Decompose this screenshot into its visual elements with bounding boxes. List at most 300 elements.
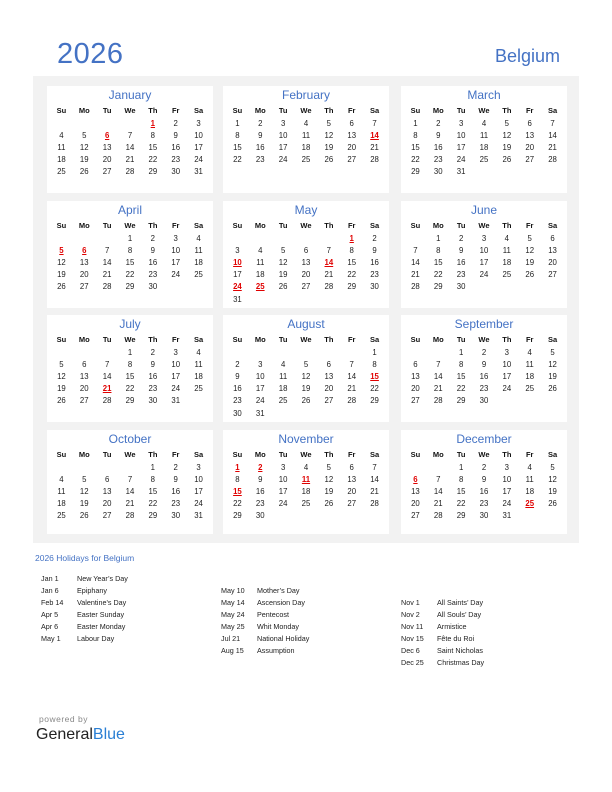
day-cell: 14 (433, 371, 443, 381)
weekday-label: Th (324, 220, 334, 230)
week-row (401, 461, 567, 473)
week-row (47, 395, 213, 407)
day-cell: 14 (370, 474, 379, 484)
day-cell: 26 (57, 396, 66, 406)
day-cell: 2 (458, 233, 464, 243)
day-cell: 31 (171, 396, 181, 406)
weekday-label: We (478, 220, 490, 230)
day-cell: 31 (233, 294, 242, 304)
holiday-date: Nov 15 (401, 634, 424, 643)
day-cell: 17 (255, 384, 265, 394)
week-row (223, 473, 389, 485)
month-june (401, 201, 567, 308)
weekday-label: Su (410, 334, 421, 344)
day-cell: 6 (413, 359, 418, 369)
day-cell: 15 (411, 142, 420, 152)
day-cell: 16 (370, 257, 379, 267)
holiday-item (221, 586, 309, 598)
day-cell: 25 (301, 499, 311, 509)
month-september (401, 315, 567, 422)
day-cell: 8 (235, 130, 240, 140)
holiday-date: Apr 6 (41, 622, 59, 631)
day-cell: 18 (525, 486, 535, 496)
day-cell: 7 (436, 359, 441, 369)
weekday-label: Fr (525, 105, 534, 115)
day-cell: 10 (502, 474, 512, 484)
day-cell: 21 (324, 270, 334, 280)
holiday-item (41, 610, 128, 622)
week-row (47, 129, 213, 141)
day-cell: 5 (82, 130, 87, 140)
week-row (223, 154, 389, 166)
day-cell: 28 (347, 396, 357, 406)
day-cell: 15 (125, 257, 135, 267)
day-cell: 31 (456, 167, 466, 177)
day-cell: 14 (433, 486, 443, 496)
holiday-item (41, 586, 128, 598)
day-cell: 26 (57, 282, 66, 292)
day-cell: 5 (326, 462, 332, 472)
day-cell: 3 (504, 347, 510, 357)
month-name: June (470, 203, 498, 217)
week-row (401, 256, 567, 268)
weekday-label: Tu (456, 449, 466, 459)
week-row (223, 281, 389, 293)
day-cell: 3 (173, 233, 178, 243)
day-cell: 11 (525, 474, 534, 484)
day-cell: 24 (194, 155, 203, 165)
day-cell: 21 (125, 499, 135, 509)
week-row (47, 141, 213, 153)
day-cell: 1 (458, 347, 464, 357)
week-row (47, 473, 213, 485)
day-cell: 27 (79, 396, 89, 406)
week-row (223, 293, 389, 305)
month-name: April (117, 203, 142, 217)
day-cell: 19 (79, 155, 89, 165)
day-cell: 4 (280, 359, 286, 369)
day-cell: 20 (301, 270, 311, 280)
weekday-label: We (478, 105, 490, 115)
weekday-label: Fr (347, 449, 356, 459)
day-cell: 30 (479, 511, 489, 521)
weekday-label: We (124, 334, 136, 344)
weekday-label: Th (148, 334, 158, 344)
day-cell: 26 (278, 282, 288, 292)
weekday-label: Mo (254, 449, 266, 459)
country-title: Belgium (494, 46, 560, 66)
day-cell: 2 (150, 233, 156, 243)
week-row (47, 510, 213, 522)
day-cell: 21 (102, 270, 112, 280)
day-cell: 1 (235, 118, 240, 128)
weekday-label: Sa (193, 220, 204, 230)
day-cell: 3 (196, 118, 201, 128)
day-cell: 1 (372, 347, 377, 357)
weekday-label: Sa (547, 220, 558, 230)
day-cell: 4 (258, 245, 263, 255)
weekday-label: Fr (525, 334, 534, 344)
day-cell: 21 (433, 499, 443, 509)
day-cell: 28 (125, 511, 135, 521)
day-cell: 12 (548, 359, 557, 369)
day-cell: 16 (148, 257, 158, 267)
day-cell: 18 (525, 371, 535, 381)
day-cell: 31 (502, 511, 512, 521)
day-cell: 13 (102, 486, 112, 496)
week-row (223, 358, 389, 370)
holiday-name: Ascension Day (257, 598, 305, 607)
weekday-label: We (124, 105, 136, 115)
month-name: November (278, 432, 334, 446)
day-cell: 7 (127, 130, 133, 140)
day-cell: 7 (550, 118, 555, 128)
day-cell: 9 (481, 474, 487, 484)
day-cell: 10 (456, 130, 466, 140)
day-cell: 4 (196, 233, 201, 243)
day-cell: 27 (411, 396, 420, 406)
day-cell: 26 (548, 499, 557, 509)
day-cell: 3 (280, 462, 286, 472)
day-cell: 3 (280, 118, 286, 128)
holiday-day-cell: 2 (258, 462, 263, 472)
day-cell: 4 (527, 462, 532, 472)
day-cell: 22 (456, 384, 466, 394)
week-row (47, 498, 213, 510)
day-cell: 2 (173, 462, 178, 472)
holiday-name: Easter Monday (77, 622, 126, 631)
day-cell: 22 (233, 499, 242, 509)
holiday-name: Mother’s Day (257, 586, 300, 595)
day-cell: 12 (79, 142, 89, 152)
week-row (223, 129, 389, 141)
day-cell: 17 (171, 371, 181, 381)
day-cell: 19 (324, 142, 334, 152)
weekday-label: Fr (525, 449, 534, 459)
month-name: December (456, 432, 512, 446)
week-row (401, 395, 567, 407)
weekday-header (47, 332, 213, 346)
day-cell: 7 (413, 245, 418, 255)
day-cell: 7 (349, 359, 354, 369)
week-row (47, 370, 213, 382)
day-cell: 29 (411, 167, 420, 177)
day-cell: 4 (196, 347, 201, 357)
weekday-label: Sa (193, 334, 204, 344)
day-cell: 16 (233, 384, 242, 394)
day-cell: 4 (303, 118, 309, 128)
day-cell: 30 (148, 282, 158, 292)
holiday-day-cell: 5 (59, 245, 64, 255)
holiday-date: May 1 (41, 634, 61, 643)
day-cell: 9 (436, 130, 441, 140)
day-cell: 15 (347, 257, 357, 267)
week-row (223, 498, 389, 510)
day-cell: 23 (171, 499, 181, 509)
weekday-label: Fr (525, 220, 534, 230)
day-cell: 19 (548, 371, 557, 381)
day-cell: 25 (57, 167, 66, 177)
weekday-label: Th (324, 449, 334, 459)
day-cell: 19 (79, 499, 89, 509)
day-cell: 13 (324, 371, 334, 381)
day-cell: 9 (173, 130, 178, 140)
holiday-name: Fête du Roi (437, 634, 475, 643)
month-april (47, 201, 213, 308)
week-row (223, 346, 389, 358)
day-cell: 1 (436, 233, 441, 243)
weekday-label: Su (56, 105, 67, 115)
day-cell: 28 (548, 155, 557, 165)
weekday-label: Su (410, 220, 421, 230)
holiday-name: All Souls’ Day (437, 610, 482, 619)
holiday-date: May 24 (221, 610, 245, 619)
weekday-label: Tu (456, 220, 466, 230)
day-cell: 13 (79, 371, 89, 381)
day-cell: 1 (413, 118, 418, 128)
day-cell: 3 (458, 118, 464, 128)
holiday-day-cell: 1 (150, 118, 156, 128)
week-row (223, 510, 389, 522)
day-cell: 11 (279, 371, 288, 381)
day-cell: 20 (525, 142, 535, 152)
weekday-label: We (124, 449, 136, 459)
weekday-label: We (300, 105, 312, 115)
holiday-date: Jan 6 (41, 586, 59, 595)
day-cell: 25 (502, 270, 512, 280)
day-cell: 16 (255, 142, 265, 152)
day-cell: 20 (548, 257, 557, 267)
day-cell: 23 (233, 396, 242, 406)
week-row (401, 370, 567, 382)
day-cell: 27 (347, 499, 357, 509)
holiday-date: Jan 1 (41, 574, 59, 583)
day-cell: 9 (258, 474, 263, 484)
day-cell: 4 (481, 118, 487, 128)
day-cell: 8 (372, 359, 377, 369)
day-cell: 20 (347, 142, 357, 152)
weekday-header (223, 447, 389, 461)
day-cell: 24 (194, 499, 203, 509)
weekday-label: Tu (456, 334, 466, 344)
week-row (223, 407, 389, 419)
day-cell: 9 (150, 359, 156, 369)
weekday-label: Su (232, 220, 243, 230)
day-cell: 10 (278, 130, 288, 140)
day-cell: 5 (326, 118, 332, 128)
weekday-label: Mo (78, 334, 90, 344)
holiday-date: Nov 1 (401, 598, 420, 607)
day-cell: 23 (171, 155, 181, 165)
day-cell: 28 (324, 282, 334, 292)
month-december (401, 430, 567, 534)
holiday-item (401, 610, 484, 622)
holiday-name: Christmas Day (437, 658, 485, 667)
day-cell: 14 (102, 371, 112, 381)
day-cell: 12 (301, 371, 311, 381)
week-row (223, 232, 389, 244)
weekday-header (223, 332, 389, 346)
week-row (47, 244, 213, 256)
day-cell: 27 (102, 511, 112, 521)
day-cell: 10 (479, 245, 489, 255)
holiday-name: Easter Sunday (77, 610, 125, 619)
week-row (47, 166, 213, 178)
day-cell: 12 (525, 245, 535, 255)
day-cell: 11 (57, 486, 66, 496)
day-cell: 6 (527, 118, 532, 128)
weekday-label: Mo (78, 449, 90, 459)
weekday-label: Mo (254, 334, 266, 344)
day-cell: 4 (504, 233, 510, 243)
holiday-column (401, 598, 484, 670)
weekday-label: Sa (193, 449, 204, 459)
holiday-day-cell: 14 (370, 130, 379, 140)
month-july (47, 315, 213, 422)
day-cell: 26 (301, 396, 311, 406)
holiday-name: Whit Monday (257, 622, 299, 631)
weekday-label: We (124, 220, 136, 230)
week-row (223, 395, 389, 407)
day-cell: 17 (479, 257, 489, 267)
day-cell: 24 (502, 499, 512, 509)
day-cell: 14 (347, 371, 357, 381)
weekday-label: We (300, 334, 312, 344)
weekday-label: Mo (78, 105, 90, 115)
holiday-item (41, 598, 128, 610)
day-cell: 4 (303, 462, 309, 472)
day-cell: 30 (148, 396, 158, 406)
day-cell: 7 (104, 359, 110, 369)
day-cell: 13 (411, 371, 420, 381)
week-row (223, 269, 389, 281)
day-cell: 29 (347, 282, 357, 292)
week-row (47, 232, 213, 244)
day-cell: 14 (548, 130, 557, 140)
day-cell: 12 (324, 474, 334, 484)
day-cell: 10 (194, 474, 203, 484)
holidays-list-title: 2026 Holidays for Belgium (35, 553, 135, 563)
weekday-label: Su (56, 334, 67, 344)
day-cell: 30 (370, 282, 379, 292)
holiday-day-cell: 25 (525, 499, 535, 509)
day-cell: 8 (458, 359, 464, 369)
day-cell: 23 (479, 499, 489, 509)
holiday-item (221, 610, 309, 622)
month-name: January (108, 88, 152, 102)
day-cell: 25 (479, 155, 489, 165)
day-cell: 9 (458, 245, 464, 255)
day-cell: 26 (79, 511, 89, 521)
day-cell: 30 (456, 282, 466, 292)
day-cell: 6 (104, 474, 110, 484)
day-cell: 2 (150, 347, 156, 357)
day-cell: 9 (150, 245, 156, 255)
day-cell: 22 (148, 155, 158, 165)
day-cell: 25 (301, 155, 311, 165)
holiday-item (401, 598, 484, 610)
day-cell: 9 (258, 130, 263, 140)
holiday-day-cell: 6 (413, 474, 418, 484)
weekday-header (401, 332, 567, 346)
day-cell: 24 (278, 155, 288, 165)
week-row (401, 232, 567, 244)
weekday-label: Fr (347, 334, 356, 344)
day-cell: 11 (525, 359, 534, 369)
day-cell: 10 (278, 474, 288, 484)
week-row (47, 281, 213, 293)
day-cell: 30 (479, 396, 489, 406)
week-row (401, 485, 567, 497)
weekday-label: We (478, 334, 490, 344)
day-cell: 23 (255, 499, 265, 509)
day-cell: 18 (301, 486, 311, 496)
weekday-label: We (478, 449, 490, 459)
day-cell: 10 (171, 359, 181, 369)
day-cell: 17 (502, 371, 512, 381)
holiday-item (221, 622, 309, 634)
month-march (401, 86, 567, 193)
day-cell: 22 (370, 384, 379, 394)
day-cell: 15 (125, 371, 135, 381)
generalblue-logo[interactable] (36, 726, 125, 744)
day-cell: 24 (171, 270, 181, 280)
weekday-label: Su (56, 220, 67, 230)
day-cell: 8 (150, 474, 156, 484)
weekday-label: Tu (278, 220, 288, 230)
day-cell: 21 (411, 270, 420, 280)
weekday-label: Th (502, 105, 512, 115)
day-cell: 1 (127, 233, 133, 243)
weekday-label: Sa (369, 334, 380, 344)
weekday-label: Fr (347, 220, 356, 230)
weekday-label: Mo (432, 449, 444, 459)
day-cell: 24 (171, 384, 181, 394)
holiday-day-cell: 25 (255, 282, 265, 292)
day-cell: 21 (433, 384, 443, 394)
day-cell: 30 (171, 511, 181, 521)
day-cell: 19 (324, 486, 334, 496)
month-name: August (287, 317, 325, 331)
day-cell: 8 (436, 245, 441, 255)
day-cell: 5 (504, 118, 510, 128)
day-cell: 18 (255, 270, 265, 280)
day-cell: 14 (125, 142, 135, 152)
day-cell: 17 (171, 257, 181, 267)
weekday-label: Fr (347, 105, 356, 115)
day-cell: 27 (411, 511, 420, 521)
day-cell: 26 (324, 499, 334, 509)
weekday-label: Su (232, 334, 243, 344)
day-cell: 5 (527, 233, 532, 243)
weekday-label: Mo (432, 334, 444, 344)
weekday-header (401, 103, 567, 117)
day-cell: 26 (548, 384, 557, 394)
day-cell: 8 (458, 474, 464, 484)
day-cell: 30 (255, 511, 265, 521)
day-cell: 23 (148, 270, 158, 280)
day-cell: 29 (148, 511, 158, 521)
day-cell: 31 (194, 167, 203, 177)
day-cell: 29 (125, 396, 135, 406)
week-row (223, 141, 389, 153)
holiday-column (221, 586, 309, 658)
holiday-date: Nov 2 (401, 610, 420, 619)
day-cell: 12 (79, 486, 89, 496)
day-cell: 5 (550, 462, 555, 472)
day-cell: 12 (324, 130, 334, 140)
weekday-header (401, 447, 567, 461)
